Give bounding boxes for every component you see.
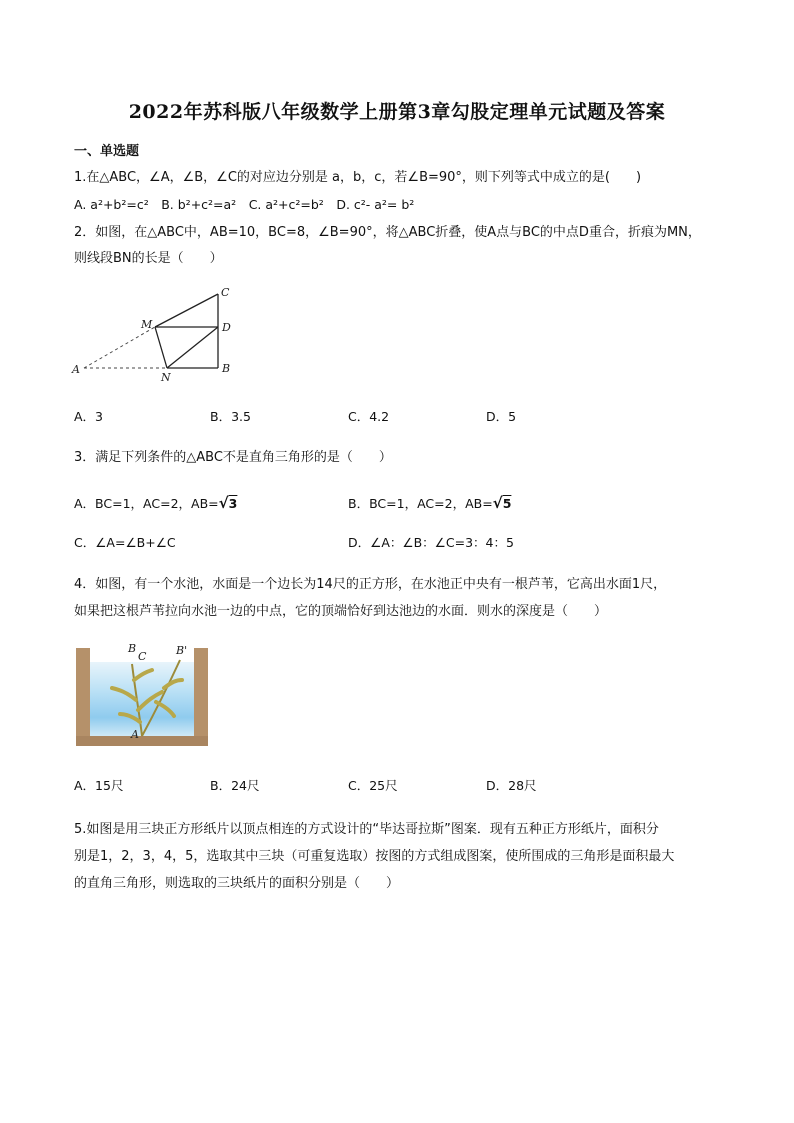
question-4-option-c: C．25尺: [348, 778, 398, 793]
question-1-options: A. a²+b²=c² B. b²+c²=a² C. a²+c²=b² D. c²- a²= b²: [74, 197, 415, 212]
question-2-text-line2: 则线段BN的长是（ ）: [74, 251, 223, 266]
sqrt-icon: √: [218, 494, 229, 512]
dashed-line-am: [84, 327, 155, 368]
option-b-radicand: 5: [502, 496, 512, 511]
question-3-option-b: [348, 494, 511, 512]
label-b-prime: B': [176, 644, 188, 657]
question-4-option-d: D．28尺: [486, 778, 537, 793]
question-2-option-c: C．4.2: [348, 409, 390, 424]
question-5-text-line1: 5.如图是用三块正方形纸片以顶点相连的方式设计的“毕达哥拉斯”图案．现有五种正方形纸片，面积分: [74, 822, 659, 837]
question-5-text-line2: 别是1，2，3，4，5，选取其中三块（可重复选取）按图的方式组成图案，使所围成的三角形是面积最大: [74, 849, 675, 864]
label-c: C: [221, 286, 230, 299]
question-1-text: 1.在△ABC，∠A，∠B，∠C的对应边分别是 a，b，c，若∠B=90°，则下列等式中成立的是( ): [74, 170, 642, 185]
question-2-figure: [70, 282, 250, 382]
sqrt-icon: √: [492, 494, 503, 512]
question-3-option-d: D．∠A：∠B：∠C=3：4：5: [348, 535, 514, 550]
question-4-option-a: A．15尺: [74, 778, 124, 793]
label-c: C: [138, 650, 147, 663]
segment-nd: [167, 327, 218, 368]
question-4-text-line1: 4．如图，有一个水池，水面是一个边长为14尺的正方形，在水池正中央有一根芦苇，它高出水面1尺，: [74, 577, 667, 592]
question-2-option-d: D．5: [486, 409, 517, 424]
label-n: N: [161, 371, 171, 382]
label-m: M: [141, 318, 153, 331]
question-3-text: 3．满足下列条件的△ABC不是直角三角形的是（ ）: [74, 450, 392, 465]
label-a: A: [72, 363, 80, 376]
segment-mc: [155, 294, 218, 327]
pond-right-wall: [194, 648, 208, 746]
question-2-option-b: B．3.5: [210, 409, 251, 424]
section-heading: 一、单选题: [74, 144, 140, 159]
question-4-option-b: B．24尺: [210, 778, 260, 793]
option-a-label: A．BC=1，AC=2，AB=: [74, 496, 219, 511]
pond-bottom: [76, 736, 208, 746]
question-4-text-line2: 如果把这根芦苇拉向水池一边的中点，它的顶端恰好到达池边的水面．则水的深度是（ ）: [74, 604, 608, 619]
label-b: B: [128, 642, 137, 655]
label-d: D: [222, 321, 231, 334]
question-4-pond-figure: [76, 640, 208, 750]
label-b: B: [222, 362, 231, 375]
label-a: A: [131, 728, 139, 741]
pond-left-wall: [76, 648, 90, 746]
option-b-label: B．BC=1，AC=2，AB=: [348, 496, 493, 511]
question-2-text-line1: 2．如图，在△ABC中，AB=10，BC=8，∠B=90°，将△ABC折叠，使A点与BC的中点D重合，折痕为MN，: [74, 225, 701, 240]
question-3-option-c: C．∠A=∠B+∠C: [74, 535, 176, 550]
document-title: 2022年苏科版八年级数学上册第3章勾股定理单元试题及答案: [128, 101, 666, 123]
question-5-text-line3: 的直角三角形，则选取的三块纸片的面积分别是（ ）: [74, 876, 400, 891]
option-a-radicand: 3: [228, 496, 238, 511]
question-3-option-a: [74, 494, 237, 512]
question-2-option-a: A．3: [74, 409, 104, 424]
segment-mn: [155, 327, 167, 368]
